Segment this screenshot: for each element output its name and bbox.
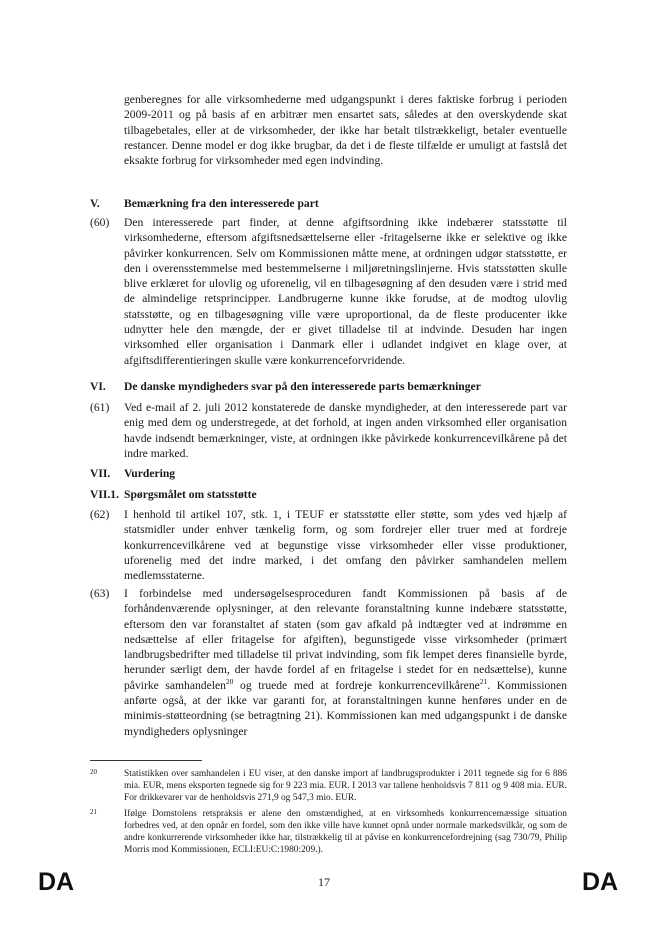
paragraph-63-part-b: og truede med at fordreje konkurrencevilkårene <box>233 678 480 692</box>
paragraph-61-text: Ved e-mail af 2. juli 2012 konstaterede de danske myndigheder, at den interesserede part var enig med dem og understregede, at det forhold, at ingen anden virksomhed eller organisation havde indsendt bemærkninger, viste, at ordningen ikke påvirkede konkurrencevilkårene på det indre marked. <box>124 401 567 460</box>
language-code-left: DA <box>38 868 75 896</box>
footnote-20-text: Statistikken over samhandelen i EU viser, at den danske import af landbrugsprodukter i 2011 tegnede sig for 6 886 mia. EUR, mens eksporten tegnede sig for 9 223 mia. EUR. I 2013 var tallene henholdsvis 7 811 og 9 408 mia. EUR. For drikkevarer var de henholdsvis 271,9 og 547,3 mio. EUR. <box>124 769 567 804</box>
section-v-title: Bemærkning fra den interesserede part <box>124 197 319 210</box>
language-code-right: DA <box>582 868 619 896</box>
paragraph-63-number: (63) <box>90 587 110 600</box>
paragraph-63-text <box>124 586 567 739</box>
continuation-paragraph: genberegnes for alle virksomhederne med udgangspunkt i deres faktiske forbrug i perioden 2009-2011 og på basis af en arbitrær men ensartet sats, således at den overskydende skat tilbagebetales, eller at de virksomheder, der ikke har betalt tilstrækkeligt, betaler eventuelle restancer. Denne model er dog ikke brugbar, da det i de fleste tilfælde er umuligt at fastslå det eksakte forbrug for virksomheder med egen indvinding. <box>124 93 567 168</box>
paragraph-60-number: (60) <box>90 216 110 229</box>
page-number: 17 <box>318 875 330 889</box>
paragraph-63-part-a: I forbindelse med undersøgelsesproceduren fandt Kommissionen på basis af de forhåndenværende oplysninger, at den relevante foranstaltning kunne indebære statsstøtte, eftersom den var foranstaltet af staten (som gav afkald på indtægter ved at indrømme en nedsættelse af eller fritagelse for afgiften), begunstigede visse virksomheder (primært landbrugsbedrifter med tilladelse til privat indvinding, som fik lempet deres finansielle byrde, herunder særligt dem, der havde fordel af en fritagelse i stedet for en nedsættelse), kunne påvirke samhandelen <box>124 587 567 692</box>
section-vii-number: VII. <box>90 467 111 480</box>
section-vii-title: Vurdering <box>124 467 176 480</box>
section-vii1-number: VII.1. <box>90 488 119 501</box>
footnote-divider <box>90 760 202 761</box>
section-vi-number: VI. <box>90 380 106 393</box>
paragraph-61-number: (61) <box>90 401 110 414</box>
paragraph-63-part-c: . Kommissionen anførte også, at der ikke var garanti for, at foranstaltningen kunne henføres under en de minimis-støtteordning (se betragtning 21). Kommissionen kan med udgangspunkt i de danske myndigheders oplysninger <box>124 678 567 738</box>
section-vii1-title: Spørgsmålet om statsstøtte <box>124 488 257 501</box>
footnote-21-number: 21 <box>90 808 97 816</box>
footnote-20-number: 20 <box>90 768 97 776</box>
footnote-ref-21[interactable]: 21 <box>479 676 488 686</box>
section-v-number: V. <box>90 197 100 210</box>
paragraph-62-number: (62) <box>90 508 110 521</box>
paragraph-60-text: Den interesserede part finder, at denne afgiftsordning ikke indebærer statsstøtte til virksomhederne, eftersom afgiftsnedsættelserne eller -fritagelserne ikke er selektive og ikke påvirker konkurrencen. Selv om Kommissionen måtte mene, at ordningen udgør statsstøtte, er den i overensstemmelse med bestemmelserne i miljøretningslinjerne. Hvis statsstøtten skulle blive erklæret for ulovlig og uforenelig, vil en tilbagesøgning af den desuden være i strid med de almindelige retsprincipper. Landbrugerne kunne ikke forudse, at de modtog ulovlig statsstøtte, og en tilbagesøgning ville være uproportional, da de fleste producenter ikke udnytter hele den mængde, der er givet tilladelse til at indvinde. Desuden har ingen virksomhed eller organisation i Danmark eller i udlandet indgivet en klage over, at afgiftsdifferentieringen skulle være konkurrenceforvridende. <box>124 216 567 367</box>
footnote-ref-20[interactable]: 20 <box>225 676 234 686</box>
footnote-21-text: Ifølge Domstolens retspraksis er alene den omstændighed, at en virksomheds konkurrencemæssige situation forbedres ved, at den opnår en fordel, som den ikke ville have kunnet opnå under normale markedsvilkår, og som de andre konkurrerende virksomheder ikke har, tilstrækkelig til at påvise en konkurrencefordrejning (sag 730/79, Philip Morris mod Kommissionen, ECLI:EU:C:1980:209.). <box>124 809 567 856</box>
paragraph-62-text: I henhold til artikel 107, stk. 1, i TEUF er statsstøtte eller støtte, som ydes ved hjælp af statsmidler under enhver tænkelig form, og som fordrejer eller truer med at fordreje konkurrencevilkårene ved at begunstige visse virksomheder eller visse produktioner, uforenelig med det indre marked, i det omfang den påvirker samhandelen mellem medlemsstaterne. <box>124 508 567 583</box>
section-vi-title: De danske myndigheders svar på den interesserede parts bemærkninger <box>124 380 481 393</box>
